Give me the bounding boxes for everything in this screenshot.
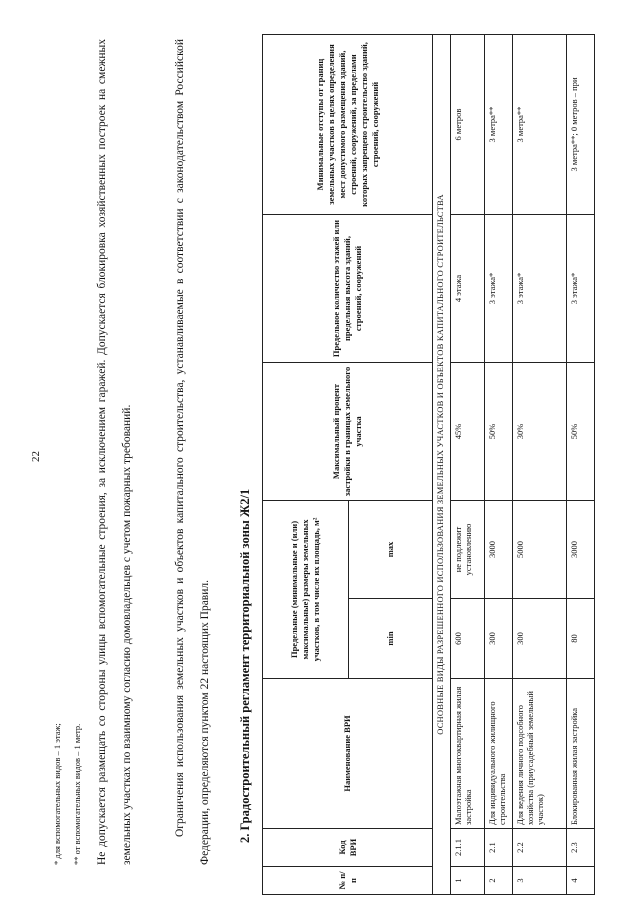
cell-percent: 50% bbox=[567, 363, 595, 501]
cell-min: 80 bbox=[567, 599, 595, 679]
cell-num: 3 bbox=[513, 867, 567, 895]
section-heading: 2. Градостроительный регламент территориальной зоны Ж2/1 bbox=[238, 488, 252, 843]
cell-max: 3000 bbox=[485, 501, 513, 599]
paragraph-restrictions: Ограничения использования земельных участков и объектов капитального строительства, устанавливаемые в соответствии с законодательством Российской Федерации, определяются пунктом 22 настоящих Правил. bbox=[174, 39, 211, 865]
cell-max: 3000 bbox=[567, 501, 595, 599]
cell-name: Для ведения личного подсобного хозяйства (приусадебный земельный участок) bbox=[513, 679, 567, 829]
cell-percent: 30% bbox=[513, 363, 567, 501]
header-name: Наименование ВРИ bbox=[263, 679, 433, 829]
section-title: ОСНОВНЫЕ ВИДЫ РАЗРЕШЕННОГО ИСПОЛЬЗОВАНИЯ ЗЕМЕЛЬНЫХ УЧАСТКОВ И ОБЪЕКТОВ КАПИТАЛЬНОГО СТРОИТЕЛЬСТВА bbox=[433, 35, 451, 895]
footnote-setback: ** от вспомогательных видов – 1 метр. bbox=[72, 723, 82, 865]
table-row bbox=[567, 35, 595, 895]
cell-code: 2.1 bbox=[485, 829, 513, 867]
header-setback: Минимальные отступы от границ земельных участков в целях определения мест допустимого размещения зданий, строений, сооружений, за пределами которых запрещено строительство зданий, строений, сооружений bbox=[263, 35, 433, 215]
cell-num: 1 bbox=[451, 867, 485, 895]
header-num: № п/п bbox=[263, 867, 433, 895]
header-max: max bbox=[349, 501, 433, 599]
cell-max: 5000 bbox=[513, 501, 567, 599]
cell-max: не подлежит установлению bbox=[451, 501, 485, 599]
cell-name: Малоэтажная многоквартирная жилая застройка bbox=[451, 679, 485, 829]
table-row bbox=[485, 35, 513, 895]
header-sizes: Предельные (минимальные и (или) максимальные) размеры земельных участков, в том числе их площадь, м² bbox=[263, 501, 349, 679]
header-min: min bbox=[349, 599, 433, 679]
cell-setback: 3 метра**; 0 метров – при bbox=[567, 35, 595, 215]
cell-min: 600 bbox=[451, 599, 485, 679]
cell-code: 2.2 bbox=[513, 829, 567, 867]
header-floors: Предельное количество этажей или предельная высота зданий, строений, сооружений bbox=[263, 215, 433, 363]
cell-min: 300 bbox=[485, 599, 513, 679]
cell-floors: 3 этажа* bbox=[485, 215, 513, 363]
regulation-table bbox=[262, 34, 595, 895]
header-code: Код ВРИ bbox=[263, 829, 433, 867]
cell-name: Блокированная жилая застройка bbox=[567, 679, 595, 829]
table-row bbox=[513, 35, 567, 895]
cell-floors: 4 этажа bbox=[451, 215, 485, 363]
cell-floors: 3 этажа* bbox=[513, 215, 567, 363]
footnote-floors: * для вспомогательных видов – 1 этаж; bbox=[52, 723, 62, 865]
page-number: 22 bbox=[30, 451, 42, 462]
cell-setback: 6 метров bbox=[451, 35, 485, 215]
cell-min: 300 bbox=[513, 599, 567, 679]
cell-percent: 45% bbox=[451, 363, 485, 501]
cell-code: 2.1.1 bbox=[451, 829, 485, 867]
header-percent: Максимальный процент застройки в границах земельного участка bbox=[263, 363, 433, 501]
cell-code: 2.3 bbox=[567, 829, 595, 867]
table-row bbox=[451, 35, 485, 895]
cell-setback: 3 метра** bbox=[513, 35, 567, 215]
paragraph-outbuildings: Не допускается размещать со стороны улицы вспомогательные строения, за исключением гаражей. Допускается блокировка хозяйственных построек на смежных земельных участках по взаимному согласию домовладельцев с учетом пожарных требований. bbox=[96, 39, 133, 865]
cell-percent: 50% bbox=[485, 363, 513, 501]
cell-num: 4 bbox=[567, 867, 595, 895]
cell-setback: 3 метра** bbox=[485, 35, 513, 215]
cell-num: 2 bbox=[485, 867, 513, 895]
cell-floors: 3 этажа* bbox=[567, 215, 595, 363]
cell-name: Для индивидуального жилищного строительства bbox=[485, 679, 513, 829]
